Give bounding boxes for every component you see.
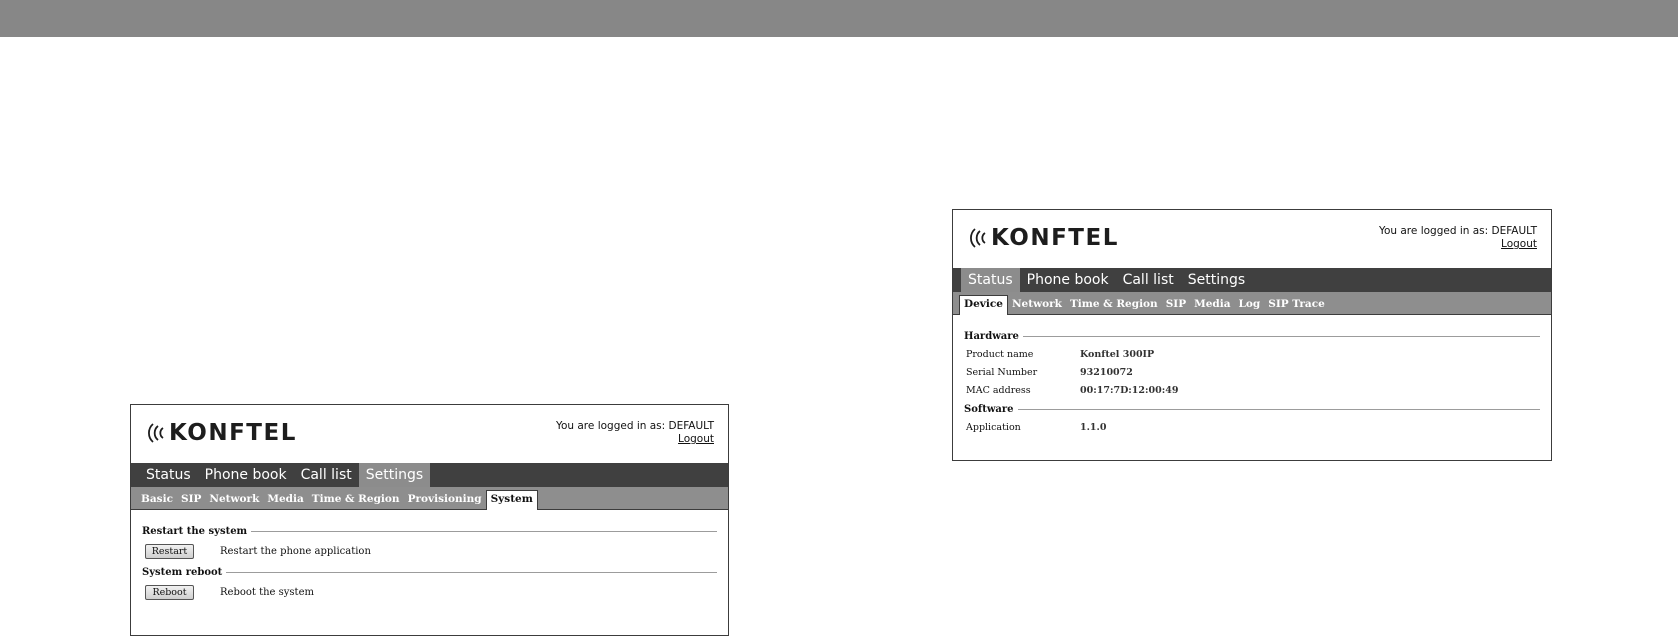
divider: [1018, 409, 1540, 410]
subtab-system[interactable]: System: [486, 490, 538, 510]
section-reboot: [142, 567, 717, 578]
subtab-sip[interactable]: SIP: [1165, 298, 1187, 310]
subtab-network[interactable]: Network: [209, 493, 260, 505]
restart-description: Restart the phone application: [220, 546, 371, 557]
info-value: Konftel 300IP: [1080, 348, 1155, 360]
header: [131, 405, 728, 463]
subtab-sip-trace[interactable]: SIP Trace: [1268, 298, 1325, 310]
settings-system-panel: [130, 404, 729, 636]
section-title: Hardware: [964, 331, 1019, 342]
info-value: 93210072: [1080, 366, 1133, 378]
info-row-product-name: [966, 348, 1540, 360]
device-content: [953, 315, 1551, 433]
system-content: [131, 510, 728, 600]
tab-phone-book[interactable]: Phone book: [204, 467, 287, 483]
section-software: [964, 404, 1540, 415]
divider: [1023, 336, 1540, 337]
main-nav: [131, 463, 728, 487]
subtab-log[interactable]: Log: [1238, 298, 1261, 310]
reboot-row: [145, 585, 717, 600]
top-band: [0, 0, 1678, 37]
konftel-logo: [145, 420, 297, 446]
main-nav: [953, 268, 1551, 292]
login-info: [1379, 225, 1537, 251]
tab-settings[interactable]: Settings: [1187, 272, 1246, 288]
info-value: 1.1.0: [1080, 421, 1107, 433]
tab-settings[interactable]: Settings: [359, 463, 430, 487]
divider: [251, 531, 717, 532]
section-restart: [142, 526, 717, 537]
reboot-button[interactable]: Reboot: [145, 585, 194, 600]
tab-call-list[interactable]: Call list: [1122, 272, 1174, 288]
logo-text: KONFTEL: [169, 420, 297, 446]
info-row-serial-number: [966, 366, 1540, 378]
subtab-provisioning[interactable]: Provisioning: [407, 493, 482, 505]
sound-waves-icon: [145, 421, 167, 445]
info-label: Application: [966, 421, 1021, 433]
logged-in-text: You are logged in as: DEFAULT: [1378, 225, 1537, 237]
header: [953, 210, 1551, 268]
logout-link[interactable]: Logout: [1501, 238, 1537, 250]
section-title: System reboot: [142, 567, 223, 578]
logo-text: KONFTEL: [991, 225, 1119, 251]
sub-nav: [953, 292, 1551, 315]
section-hardware: [964, 331, 1540, 342]
sound-waves-icon: [967, 226, 989, 250]
info-label: Serial Number: [966, 366, 1038, 378]
konftel-logo: [967, 225, 1119, 251]
tab-status[interactable]: Status: [146, 467, 191, 483]
subtab-sip[interactable]: SIP: [180, 493, 202, 505]
subtab-time-region[interactable]: Time & Region: [311, 493, 400, 505]
info-value: 00:17:7D:12:00:49: [1080, 384, 1179, 396]
info-row-mac-address: [966, 384, 1540, 396]
subtab-basic[interactable]: Basic: [141, 493, 173, 505]
logout-link[interactable]: Logout: [678, 433, 714, 445]
info-row-application: [966, 421, 1540, 433]
divider: [226, 572, 717, 573]
sub-nav: [131, 487, 728, 510]
restart-row: [145, 544, 717, 559]
login-info: [556, 420, 714, 446]
reboot-description: Reboot the system: [220, 587, 314, 598]
info-label: MAC address: [966, 384, 1031, 396]
info-label: Product name: [966, 348, 1034, 360]
logged-in-text: You are logged in as: DEFAULT: [555, 420, 714, 432]
section-title: Restart the system: [142, 526, 248, 537]
subtab-media[interactable]: Media: [1194, 298, 1231, 310]
restart-button[interactable]: Restart: [145, 544, 194, 559]
tab-status[interactable]: Status: [961, 268, 1020, 292]
section-title: Software: [964, 404, 1014, 415]
subtab-network[interactable]: Network: [1011, 298, 1062, 310]
tab-phone-book[interactable]: Phone book: [1026, 272, 1109, 288]
subtab-device[interactable]: Device: [959, 295, 1008, 315]
status-device-panel: [952, 209, 1552, 461]
tab-call-list[interactable]: Call list: [300, 467, 352, 483]
subtab-media[interactable]: Media: [267, 493, 304, 505]
subtab-time-region[interactable]: Time & Region: [1069, 298, 1158, 310]
